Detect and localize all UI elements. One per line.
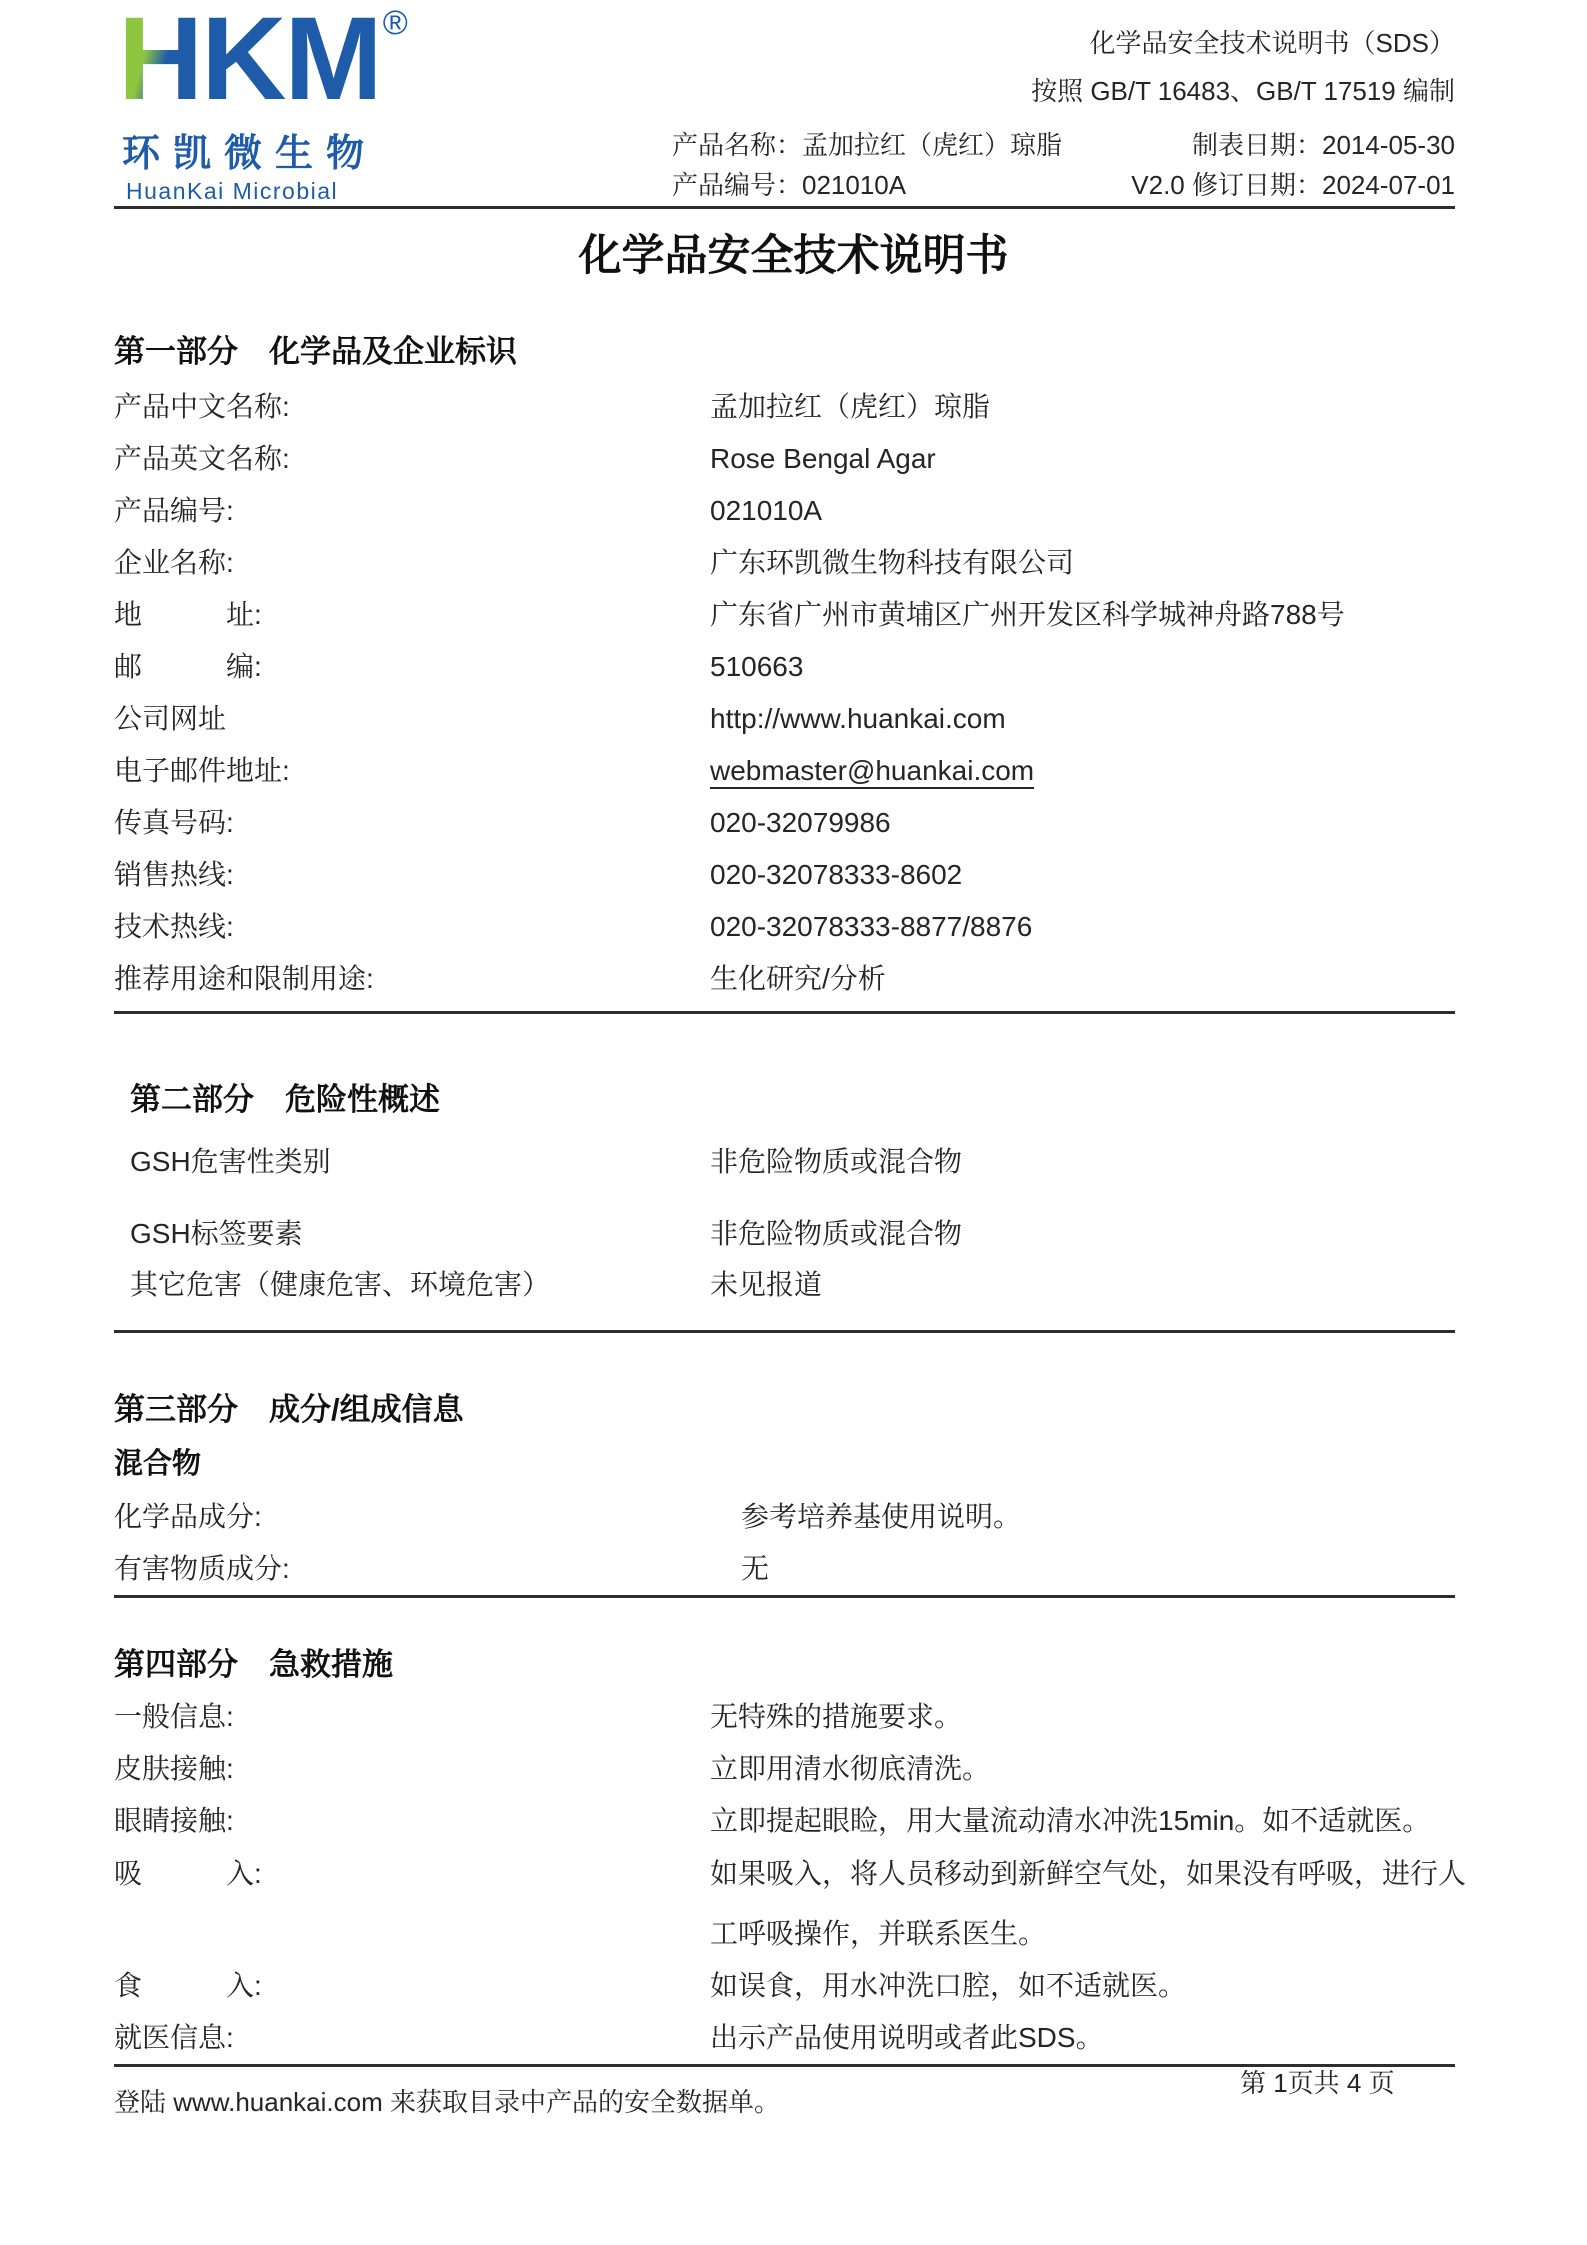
website-url: http://www.huankai.com [710, 703, 1006, 734]
field-value: 生化研究/分析 [710, 963, 886, 994]
email-link[interactable]: webmaster@huankai.com [710, 755, 1034, 789]
logo-letters-km: KM [201, 0, 381, 125]
section-3-subheading: 混合物 [114, 1448, 202, 1480]
logo-letter-h: H [118, 0, 201, 125]
field-label: 推荐用途和限制用途: [114, 963, 374, 994]
field-label: 产品英文名称: [114, 443, 290, 474]
field-label: 产品中文名称: [114, 391, 290, 422]
section-4-heading: 第四部分 急救措施 [114, 1647, 393, 1682]
field-value: 广东省广州市黄埔区广州开发区科学城神舟路788号 [710, 599, 1345, 630]
field-label: 技术热线: [114, 911, 234, 942]
field-value: 立即用清水彻底清洗。 [710, 1753, 991, 1784]
header-revise-date: V2.0 修订日期：2024-07-01 [1131, 170, 1455, 200]
company-logo [118, 0, 406, 204]
field-label: 传真号码: [114, 807, 234, 838]
logo-chinese-name: 环凯微生物 [122, 133, 378, 175]
field-value: 如果吸入，将人员移动到新鲜空气处，如果没有呼吸，进行人工呼吸操作，并联系医生。 [710, 1858, 1467, 1949]
field-label: 其它危害（健康危害、环境危害） [130, 1269, 551, 1300]
header-doc-type: 化学品安全技术说明书（SDS） [1089, 28, 1455, 58]
field-value: 020-32079986 [710, 807, 891, 838]
registered-trademark-icon: ® [382, 4, 406, 42]
field-label: 化学品成分: [114, 1501, 262, 1532]
field-value: 020-32078333-8602 [710, 859, 963, 890]
field-value: 未见报道 [710, 1269, 823, 1300]
field-label: 吸 入: [114, 1858, 262, 1889]
field-value: 无 [741, 1553, 770, 1584]
field-value: 如误食，用水冲洗口腔，如不适就医。 [710, 1970, 1187, 2001]
field-label: 公司网址 [114, 703, 227, 734]
field-value: 出示产品使用说明或者此SDS。 [710, 2022, 1104, 2053]
header-create-date: 制表日期：2014-05-30 [1192, 130, 1455, 160]
field-label: GSH标签要素 [130, 1218, 303, 1249]
field-label: 产品编号: [114, 495, 234, 526]
footer-divider [114, 2064, 1455, 2067]
section-divider [114, 1595, 1455, 1598]
field-label: 皮肤接触: [114, 1753, 234, 1784]
header-standard: 按照 GB/T 16483、GB/T 17519 编制 [1031, 76, 1455, 106]
section-1-heading: 第一部分 化学品及企业标识 [114, 334, 517, 369]
field-value: 非危险物质或混合物 [710, 1146, 963, 1177]
field-value: 021010A [710, 495, 823, 526]
field-value: Rose Bengal Agar [710, 443, 936, 474]
field-label: 地 址: [114, 599, 262, 630]
field-value: 510663 [710, 651, 804, 682]
field-value: 020-32078333-8877/8876 [710, 911, 1033, 942]
field-label: 销售热线: [114, 859, 234, 890]
header-product-name: 产品名称：孟加拉红（虎红）琼脂 [672, 130, 1063, 160]
field-label: 食 入: [114, 1970, 262, 2001]
field-label: 有害物质成分: [114, 1553, 290, 1584]
header-product-code: 产品编号：021010A [672, 170, 907, 200]
field-label: 眼睛接触: [114, 1805, 234, 1836]
section-divider [114, 1330, 1455, 1333]
section-2-heading: 第二部分 危险性概述 [130, 1082, 440, 1117]
field-label: 一般信息: [114, 1701, 234, 1732]
section-3-heading: 第三部分 成分/组成信息 [114, 1392, 464, 1427]
field-value: 非危险物质或混合物 [710, 1218, 963, 1249]
page-number: 第 1页共 4 页 [1240, 2068, 1395, 2098]
field-value: 立即提起眼睑，用大量流动清水冲洗15min。如不适就医。 [710, 1805, 1431, 1836]
field-label: GSH危害性类别 [130, 1146, 331, 1177]
field-label: 就医信息: [114, 2022, 234, 2053]
field-label: 邮 编: [114, 651, 262, 682]
field-value: 广东环凯微生物科技有限公司 [710, 547, 1075, 578]
header-divider [114, 206, 1455, 209]
field-label: 企业名称: [114, 547, 234, 578]
section-divider [114, 1011, 1455, 1014]
field-label: 电子邮件地址: [114, 755, 290, 786]
field-value: 无特殊的措施要求。 [710, 1701, 963, 1732]
page-title: 化学品安全技术说明书 [578, 232, 1009, 280]
logo-hkm-text [118, 0, 406, 125]
field-value: 参考培养基使用说明。 [741, 1501, 1022, 1532]
logo-english-name: HuanKai Microbial [126, 178, 339, 204]
field-value: 孟加拉红（虎红）琼脂 [710, 391, 991, 422]
footer-note: 登陆 www.huankai.com 来获取目录中产品的安全数据单。 [114, 2087, 780, 2117]
